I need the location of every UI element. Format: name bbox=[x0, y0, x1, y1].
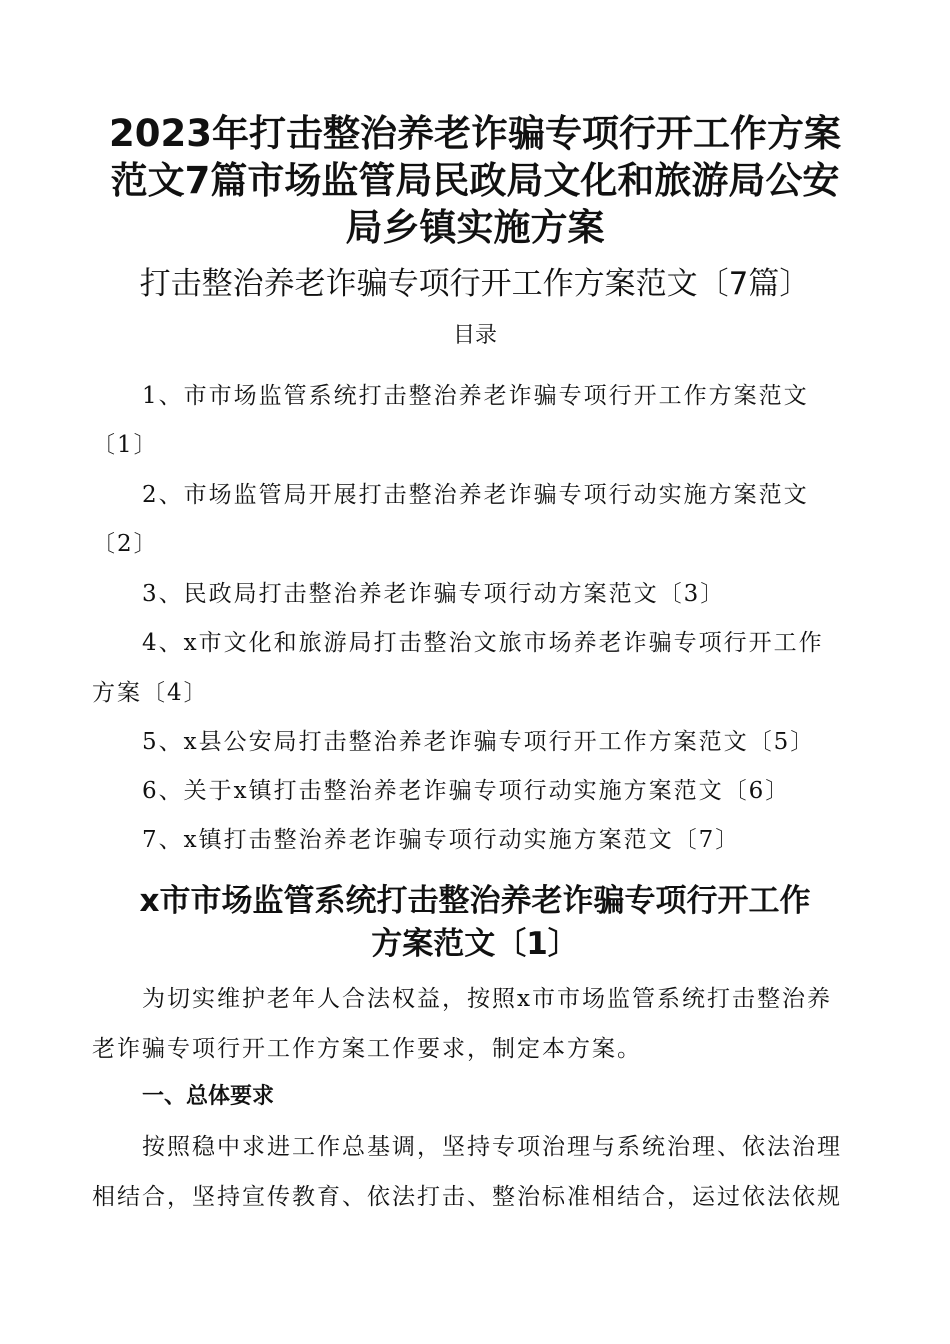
toc-item-1: 1、市市场监管系统打击整治养老诈骗专项行开工作方案范文 bbox=[142, 383, 809, 409]
paragraph-line: 老诈骗专项行开工作方案工作要求，制定本方案。 bbox=[92, 1036, 642, 1062]
paragraph-line: 为切实维护老年人合法权益，按照x市市场监管系统打击整治养 bbox=[142, 986, 832, 1012]
section-heading-general-requirements: 一、总体要求 bbox=[142, 1084, 275, 1109]
main-title bbox=[90, 110, 860, 251]
section-title bbox=[90, 880, 860, 966]
main-title-line: 范文7篇市场监管局民政局文化和旅游局公安 bbox=[110, 159, 840, 202]
main-title-line: 局乡镇实施方案 bbox=[345, 206, 605, 249]
section-title-line: x市市场监管系统打击整治养老诈骗专项行开工作 bbox=[139, 883, 811, 919]
toc-item-2-continued: 〔2〕 bbox=[92, 531, 159, 557]
toc-heading: 目录 bbox=[452, 323, 497, 348]
toc-item-7: 7、x镇打击整治养老诈骗专项行动实施方案范文〔7〕 bbox=[142, 827, 741, 853]
toc-item-5: 5、x县公安局打击整治养老诈骗专项行开工作方案范文〔5〕 bbox=[142, 729, 816, 755]
subtitle: 打击整治养老诈骗专项行开工作方案范文〔7篇〕 bbox=[139, 266, 811, 302]
toc-item-4: 4、x市文化和旅游局打击整治文旅市场养老诈骗专项行开工作 bbox=[142, 630, 824, 656]
paragraph-line: 相结合，坚持宣传教育、依法打击、整治标准相结合，运过依法依规 bbox=[92, 1184, 842, 1210]
section-title-line: 方案范文〔1〕 bbox=[371, 926, 579, 962]
toc-item-6: 6、关于x镇打击整治养老诈骗专项行动实施方案范文〔6〕 bbox=[142, 778, 791, 804]
toc-item-1-continued: 〔1〕 bbox=[92, 432, 159, 458]
paragraph-line: 按照稳中求进工作总基调，坚持专项治理与系统治理、依法治理 bbox=[142, 1134, 842, 1160]
toc-item-2: 2、市场监管局开展打击整治养老诈骗专项行动实施方案范文 bbox=[142, 482, 809, 508]
toc-item-3: 3、民政局打击整治养老诈骗专项行动方案范文〔3〕 bbox=[142, 581, 726, 607]
main-title-line: 2023年打击整治养老诈骗专项行开工作方案 bbox=[109, 112, 841, 155]
toc-item-4-continued: 方案〔4〕 bbox=[92, 680, 209, 706]
